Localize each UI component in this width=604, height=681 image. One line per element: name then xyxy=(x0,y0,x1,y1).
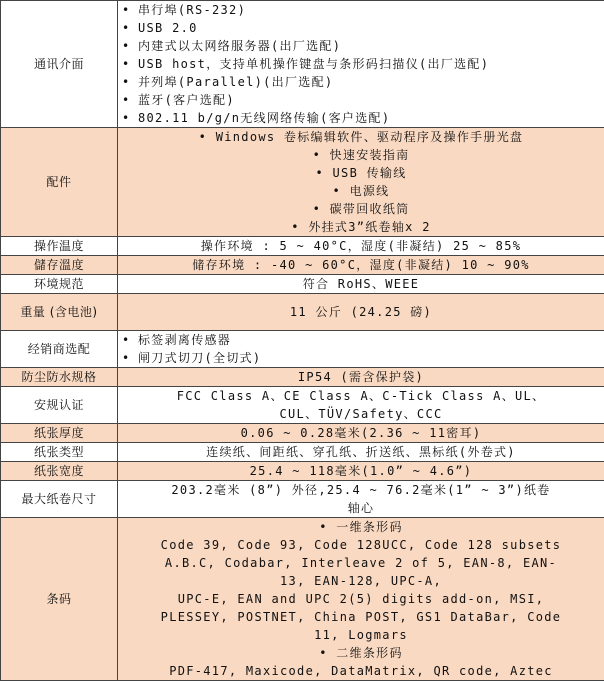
row-accessories xyxy=(1,128,604,237)
list-item: • 闸刀式切刀(全切式) xyxy=(122,351,262,365)
value-environment: 符合 RoHS、WEEE xyxy=(118,275,604,294)
label-ip-rating: 防尘防水规格 xyxy=(1,368,118,387)
bullet-icon: • xyxy=(122,75,131,89)
label-weight: 重量 (含电池) xyxy=(1,294,118,331)
bullet-icon: • xyxy=(122,21,131,35)
list-item: • 标签剥离传感器 xyxy=(122,333,232,347)
barcode-line: PLESSEY, POSTNET, China POST, GS1 DataBar, Code xyxy=(160,610,562,624)
bullet-icon: • xyxy=(312,148,330,162)
bullet-icon: • xyxy=(319,520,337,534)
bullet-icon: • xyxy=(122,351,131,365)
list-item: • Windows 卷标编辑软件、驱动程序及操作手册光盘 xyxy=(198,130,524,144)
bullet-icon: • xyxy=(122,111,131,125)
list-item: • 电源线 xyxy=(332,184,390,198)
barcode-heading-1d: • 一维条形码 xyxy=(319,520,403,534)
barcode-line: A.B.C, Codabar, Interleave 2 of 5, EAN-8, EAN- xyxy=(164,556,558,570)
row-operating-temperature xyxy=(1,237,604,256)
label-barcode: 条码 xyxy=(1,518,118,681)
label-storage-temperature: 儲存溫度 xyxy=(1,256,118,275)
bullet-icon: • xyxy=(122,57,131,71)
list-item: • USB 传输线 xyxy=(315,166,407,180)
value-roll-size xyxy=(118,481,604,518)
label-environment: 环境规范 xyxy=(1,275,118,294)
barcode-line: Code 39, Code 93, Code 128UCC, Code 128 subsets xyxy=(160,538,562,552)
value-paper-thickness: 0.06 ~ 0.28毫米(2.36 ~ 11密耳) xyxy=(118,424,604,443)
barcode-heading-2d: • 二维条形码 xyxy=(319,646,403,660)
barcode-line: 11, Logmars xyxy=(314,628,408,642)
value-ip-rating: IP54 (需含保护袋) xyxy=(118,368,604,387)
row-paper-width xyxy=(1,462,604,481)
label-operating-temperature: 操作温度 xyxy=(1,237,118,256)
label-roll-size: 最大纸卷尺寸 xyxy=(1,481,118,518)
bullet-icon: • xyxy=(315,166,333,180)
label-communication: 通讯介面 xyxy=(1,1,118,128)
label-safety: 安规认证 xyxy=(1,387,118,424)
list-item: • 内建式以太网络服务器(出厂选配) xyxy=(122,39,342,53)
barcode-line: 13, EAN-128, UPC-A, xyxy=(280,574,442,588)
barcode-line: UPC-E, EAN and UPC 2(5) digits add-on, MSI, xyxy=(177,592,545,606)
bullet-icon: • xyxy=(122,333,131,347)
label-accessories: 配件 xyxy=(1,128,118,237)
list-item: • 快速安装指南 xyxy=(312,148,410,162)
row-ip-rating xyxy=(1,368,604,387)
barcode-line: PDF-417, Maxicode, DataMatrix, QR code, Aztec xyxy=(169,664,553,678)
list-item: • 串行埠(RS-232) xyxy=(122,3,247,17)
bullet-icon: • xyxy=(291,220,309,234)
value-paper-type: 连续纸、间距纸、穿孔纸、折送纸、黑标纸(外卷式) xyxy=(118,443,604,462)
list-item: • 蓝牙(客户选配) xyxy=(122,93,235,107)
row-communication xyxy=(1,1,604,128)
row-barcode xyxy=(1,518,604,681)
bullet-icon: • xyxy=(198,130,216,144)
list-item: • 并列埠(Parallel)(出厂选配) xyxy=(122,75,334,89)
value-safety xyxy=(118,387,604,424)
value-storage-temperature: 储存环境 : -40 ~ 60°C，湿度(非凝结) 10 ~ 90% xyxy=(118,256,604,275)
bullet-icon: • xyxy=(122,39,131,53)
list-item: • 外挂式3”纸卷轴x 2 xyxy=(291,220,431,234)
row-storage-temperature xyxy=(1,256,604,275)
label-paper-width: 纸张宽度 xyxy=(1,462,118,481)
row-paper-thickness xyxy=(1,424,604,443)
value-paper-width: 25.4 ~ 118毫米(1.0” ~ 4.6”) xyxy=(118,462,604,481)
bullet-icon: • xyxy=(332,184,350,198)
value-accessories xyxy=(118,128,604,237)
value-barcode xyxy=(118,518,604,681)
bullet-icon: • xyxy=(122,93,131,107)
label-paper-thickness: 纸张厚度 xyxy=(1,424,118,443)
roll-size-line: 轴心 xyxy=(347,501,375,515)
safety-line: CUL、TÜV/Safety、CCC xyxy=(279,407,443,421)
row-environment xyxy=(1,275,604,294)
value-communication xyxy=(118,1,604,128)
row-paper-type xyxy=(1,443,604,462)
list-item: • USB host，支持单机操作键盘与条形码扫描仪(出厂选配) xyxy=(122,57,490,71)
list-item: • USB 2.0 xyxy=(122,21,198,35)
list-item: • 802.11 b/g/n无线网络传输(客户选配) xyxy=(122,111,391,125)
row-roll-size xyxy=(1,481,604,518)
list-item: • 碳带回收纸筒 xyxy=(312,202,410,216)
value-operating-temperature: 操作环境 : 5 ~ 40°C，湿度(非凝结) 25 ~ 85% xyxy=(118,237,604,256)
bullet-icon: • xyxy=(312,202,330,216)
label-paper-type: 纸张类型 xyxy=(1,443,118,462)
bullet-icon: • xyxy=(319,646,337,660)
roll-size-line: 203.2毫米 (8”) 外径,25.4 ~ 76.2毫米(1” ~ 3”)纸卷 xyxy=(171,483,551,497)
row-dealer-options xyxy=(1,331,604,368)
value-dealer-options xyxy=(118,331,604,368)
bullet-icon: • xyxy=(122,3,131,17)
label-dealer-options: 经销商选配 xyxy=(1,331,118,368)
row-weight xyxy=(1,294,604,331)
value-weight: 11 公斤 (24.25 磅) xyxy=(118,294,604,331)
safety-line: FCC Class A、CE Class A、C-Tick Class A、UL、 xyxy=(176,389,546,403)
row-safety xyxy=(1,387,604,424)
